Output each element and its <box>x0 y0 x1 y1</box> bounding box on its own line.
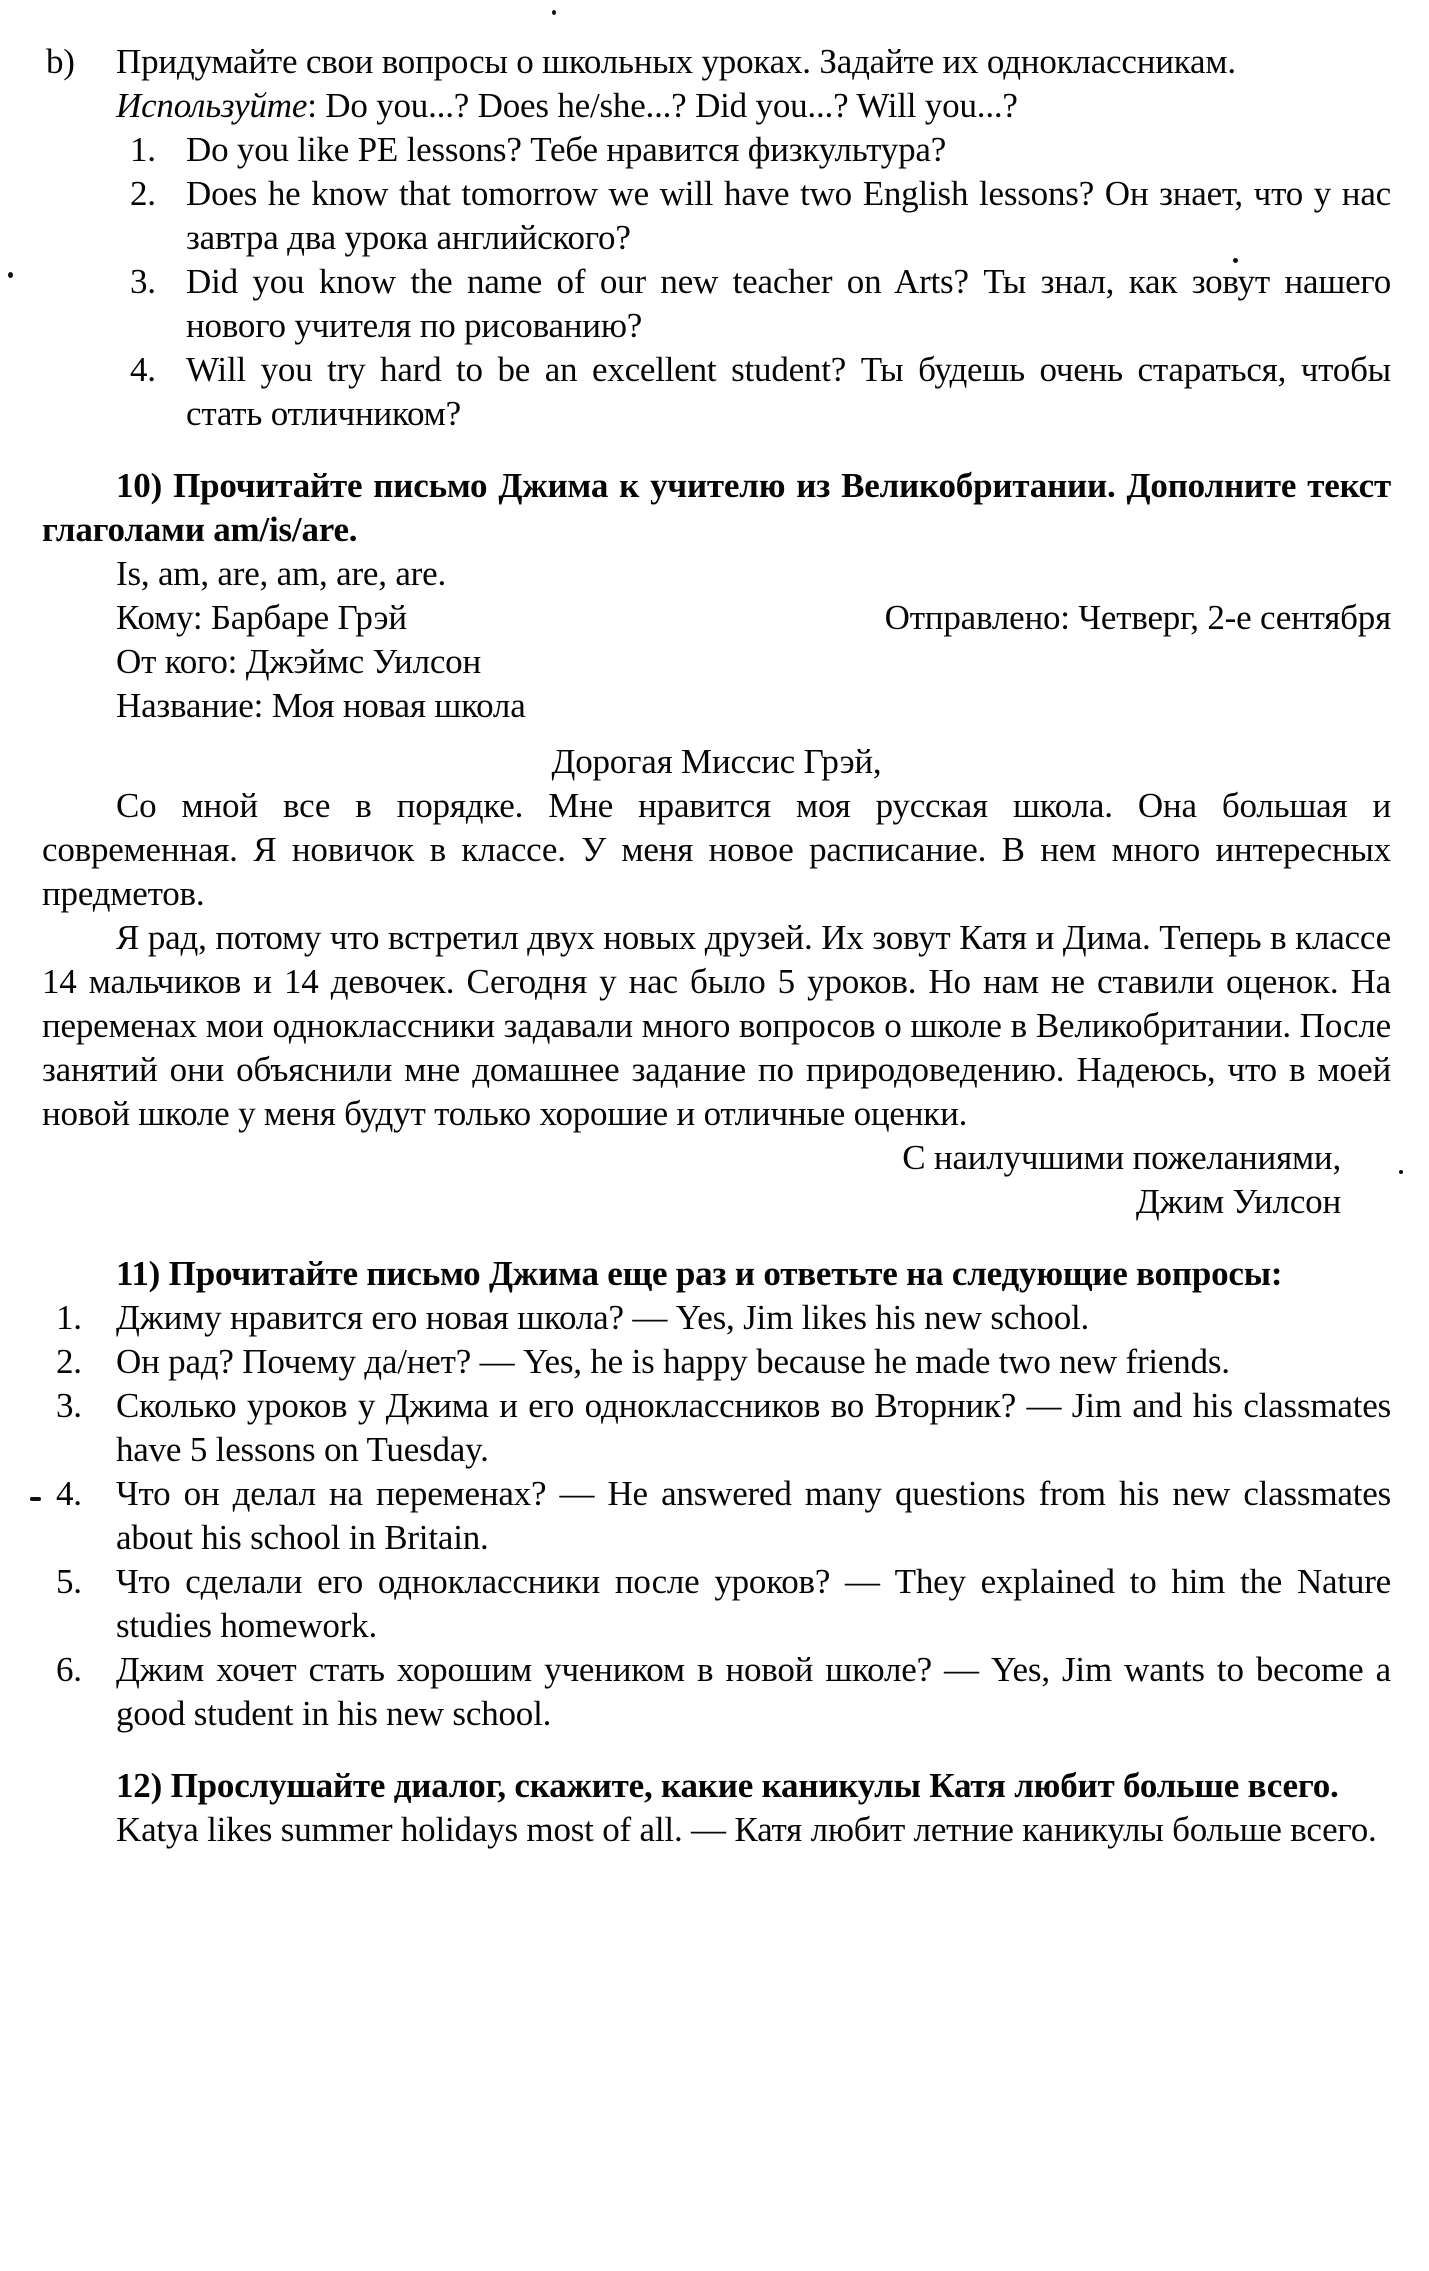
scan-speck <box>8 272 13 278</box>
letter-paragraph-2: Я рад, потому что встретил двух новых друзей. Их зовут Катя и Дима. Теперь в классе 14 мальчиков и 14 девочек. Сегодня у нас было 5 уроков. Но нам не ставили оценок. На переменах мои одноклассники задавали много вопросов о школе в Великобритании. После занятий они объяснили мне домашнее задание по природоведению. Надеюсь, что в моей новой школе у меня будут только хорошие и отличные оценки. <box>42 918 1391 1133</box>
list-item <box>42 1340 1391 1384</box>
scan-speck <box>30 1497 41 1501</box>
letter-paragraph-1: Со мной все в порядке. Мне нравится моя русская школа. Она большая и современная. Я новичок в классе. У меня новое расписание. В нем много интересных предметов. <box>42 786 1391 913</box>
letter-sent-date: Отправлено: Четверг, 2-е сентября <box>884 598 1391 637</box>
exercise-11-list <box>42 1296 1391 1736</box>
hint-patterns: : Do you...? Does he/she...? Did you...? Will you...? <box>307 86 1018 125</box>
exercise-b-hint <box>42 84 1391 128</box>
list-item-text: Did you know the name of our new teacher on Arts? Ты знал, как зовут нашего нового учителя по рисованию? <box>186 262 1391 345</box>
letter-header-row <box>42 596 1391 640</box>
list-item-number: 1. <box>130 130 156 169</box>
list-item-number: 2. <box>130 174 156 213</box>
list-item-text: Что сделали его одноклассники после уроков? — They explained to him the Nature studies homework. <box>116 1562 1391 1645</box>
list-item <box>42 1296 1391 1340</box>
list-item <box>42 1560 1391 1648</box>
exercise-12-answer: Katya likes summer holidays most of all. — Катя любит летние каникулы больше всего. <box>116 1810 1377 1849</box>
list-item <box>42 348 1391 436</box>
list-item <box>42 172 1391 260</box>
scan-speck <box>552 10 556 15</box>
list-item-text: Джиму нравится его новая школа? — Yes, Jim likes his new school. <box>116 1298 1090 1337</box>
exercise-11-section <box>42 1252 1391 1736</box>
list-item-number: 3. <box>56 1386 82 1425</box>
list-item-number: 2. <box>56 1342 82 1381</box>
list-item-number: 4. <box>56 1474 82 1513</box>
exercise-b-list <box>42 128 1391 436</box>
list-item-text: Does he know that tomorrow we will have two English lessons? Он знает, что у нас завтра два урока английского? <box>186 174 1391 257</box>
list-item-text: Что он делал на переменах? — He answered many questions from his new classmates about his school in Britain. <box>116 1474 1391 1557</box>
exercise-11-heading: 11) Прочитайте письмо Джима еще раз и ответьте на следующие вопросы: <box>116 1254 1283 1293</box>
list-item <box>42 128 1391 172</box>
letter-subject: Название: Моя новая школа <box>116 686 526 725</box>
letter-closing: С наилучшими пожеланиями, <box>902 1138 1341 1177</box>
exercise-10-verbs: Is, am, are, am, are, are. <box>116 554 447 593</box>
exercise-b-section <box>42 40 1391 436</box>
letter-to: Кому: Барбаре Грэй <box>116 598 407 637</box>
list-item-number: 1. <box>56 1298 82 1337</box>
letter-signature: Джим Уилсон <box>1135 1182 1341 1221</box>
list-item-text: Do you like PE lessons? Тебе нравится физкультура? <box>186 130 947 169</box>
list-item-text: Джим хочет стать хорошим учеником в новой школе? — Yes, Jim wants to become a good student in his new school. <box>116 1650 1391 1733</box>
list-item-number: 4. <box>130 350 156 389</box>
list-item-text: Will you try hard to be an excellent student? Ты будешь очень стараться, чтобы стать отличником? <box>186 350 1391 433</box>
exercise-10-section <box>42 464 1391 1224</box>
letter-salutation: Дорогая Миссис Грэй, <box>551 742 882 781</box>
exercise-b-prompt <box>42 40 1391 84</box>
letter-from: От кого: Джэймс Уилсон <box>116 642 482 681</box>
list-item-number: 6. <box>56 1650 82 1689</box>
list-item <box>42 1472 1391 1560</box>
list-item <box>42 260 1391 348</box>
list-item-text: Сколько уроков у Джима и его одноклассников во Вторник? — Jim and his classmates have 5 lessons on Tuesday. <box>116 1386 1391 1469</box>
hint-label-italic: Используйте <box>116 86 308 125</box>
exercise-12-heading: 12) Прослушайте диалог, скажите, какие каникулы Катя любит больше всего. <box>116 1766 1339 1805</box>
list-item-number: 5. <box>56 1562 82 1601</box>
list-item-text: Он рад? Почему да/нет? — Yes, he is happy because he made two new friends. <box>116 1342 1230 1381</box>
exercise-10-heading: 10) Прочитайте письмо Джима к учителю из Великобритании. Дополните текст глаголами am/is/are. <box>42 466 1391 549</box>
exercise-12-section <box>42 1764 1391 1852</box>
list-item <box>42 1648 1391 1736</box>
list-item <box>42 1384 1391 1472</box>
exercise-b-prompt-text: Придумайте свои вопросы о школьных уроках. Задайте их одноклассникам. <box>116 42 1236 81</box>
exercise-b-label: b) <box>46 42 75 81</box>
list-item-number: 3. <box>130 262 156 301</box>
scan-speck <box>1399 1170 1403 1174</box>
